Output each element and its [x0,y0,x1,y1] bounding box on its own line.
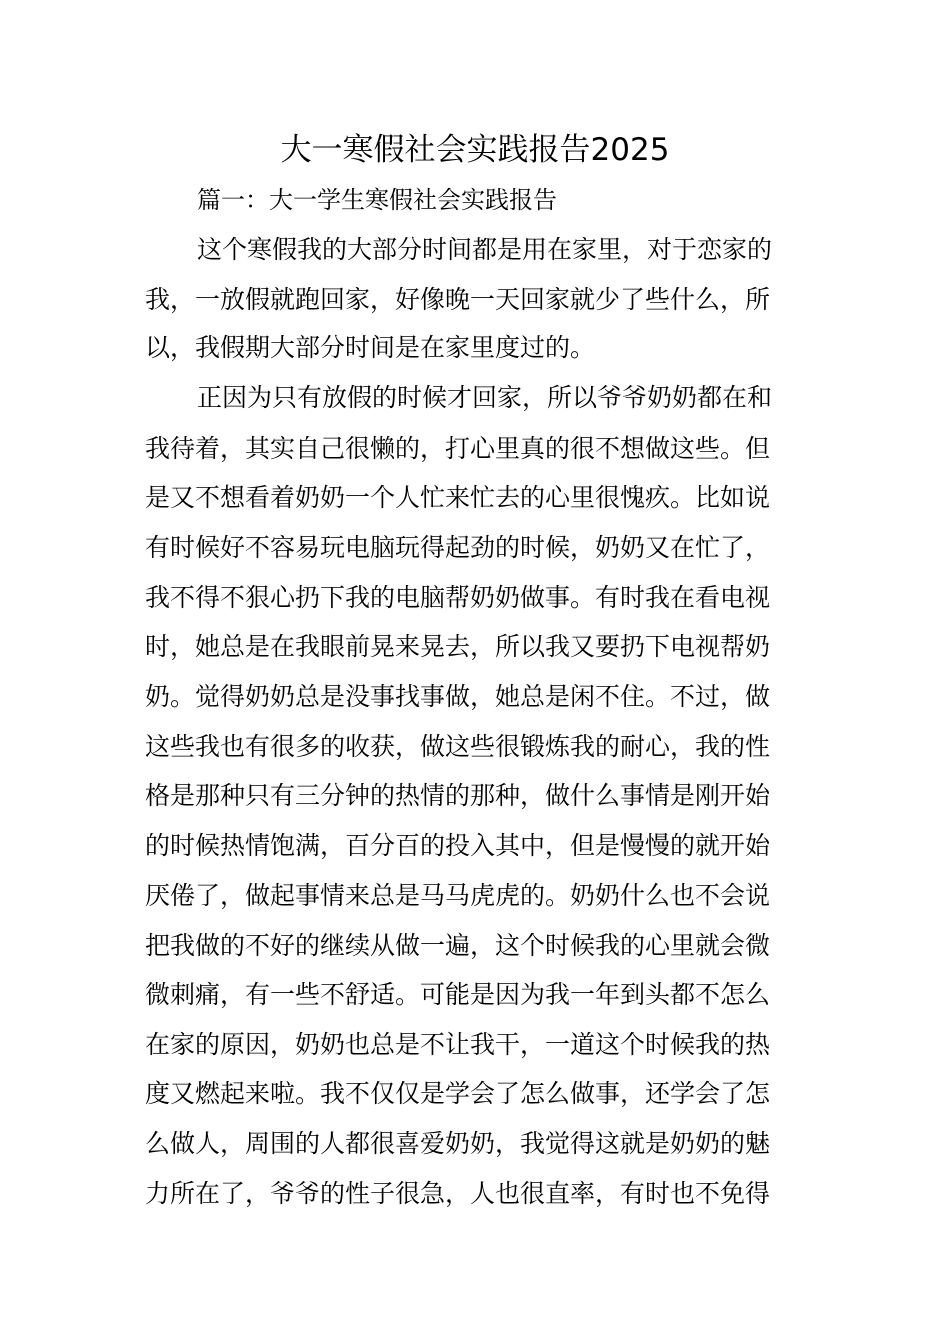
paragraph-line: 这些我也有很多的收获，做这些很锻炼我的耐心，我的性 [145,732,771,761]
paragraph-line: 正因为只有放假的时候才回家，所以爷爷奶奶都在和 [197,383,773,412]
paragraph-line: 么做人，周围的人都很喜爱奶奶，我觉得这就是奶奶的魅 [145,1129,771,1158]
paragraph-line: 奶。觉得奶奶总是没事找事做，她总是闲不住。不过，做 [145,682,771,711]
paragraph-line: 这个寒假我的大部分时间都是用在家里，对于恋家的 [197,235,773,264]
paragraph-line: 微刺痛，有一些不舒适。可能是因为我一年到头都不怎么 [145,980,771,1009]
paragraph-line: 的时候热情饱满，百分百的投入其中，但是慢慢的就开始 [145,831,771,860]
paragraph-line: 度又燃起来啦。我不仅仅是学会了怎么做事，还学会了怎 [145,1079,771,1108]
document-title: 大一寒假社会实践报告2025 [280,132,670,168]
paragraph-line: 有时候好不容易玩电脑玩得起劲的时候，奶奶又在忙了， [145,533,771,562]
paragraph-line: 厌倦了，做起事情来总是马马虎虎的。奶奶什么也不会说 [145,881,771,910]
paragraph-line: 我不得不狠心扔下我的电脑帮奶奶做事。有时我在看电视 [145,583,771,612]
paragraph-line: 力所在了，爷爷的性子很急，人也很直率，有时也不免得 [145,1179,771,1208]
paragraph-line: 是又不想看着奶奶一个人忙来忙去的心里很愧疚。比如说 [145,483,771,512]
paragraph-line: 以，我假期大部分时间是在家里度过的。 [145,333,596,362]
paragraph-line: 时，她总是在我眼前晃来晃去，所以我又要扔下电视帮奶 [145,632,771,661]
paragraph-line: 我，一放假就跑回家，好像晚一天回家就少了些什么，所 [145,285,771,314]
document-subtitle: 篇一：大一学生寒假社会实践报告 [197,186,557,214]
paragraph-line: 把我做的不好的继续从做一遍，这个时候我的心里就会微 [145,931,771,960]
paragraph-line: 格是那种只有三分钟的热情的那种，做什么事情是刚开始 [145,781,771,810]
paragraph-line: 在家的原因，奶奶也总是不让我干，一道这个时候我的热 [145,1030,771,1059]
paragraph-line: 我待着，其实自己很懒的，打心里真的很不想做这些。但 [145,434,771,463]
